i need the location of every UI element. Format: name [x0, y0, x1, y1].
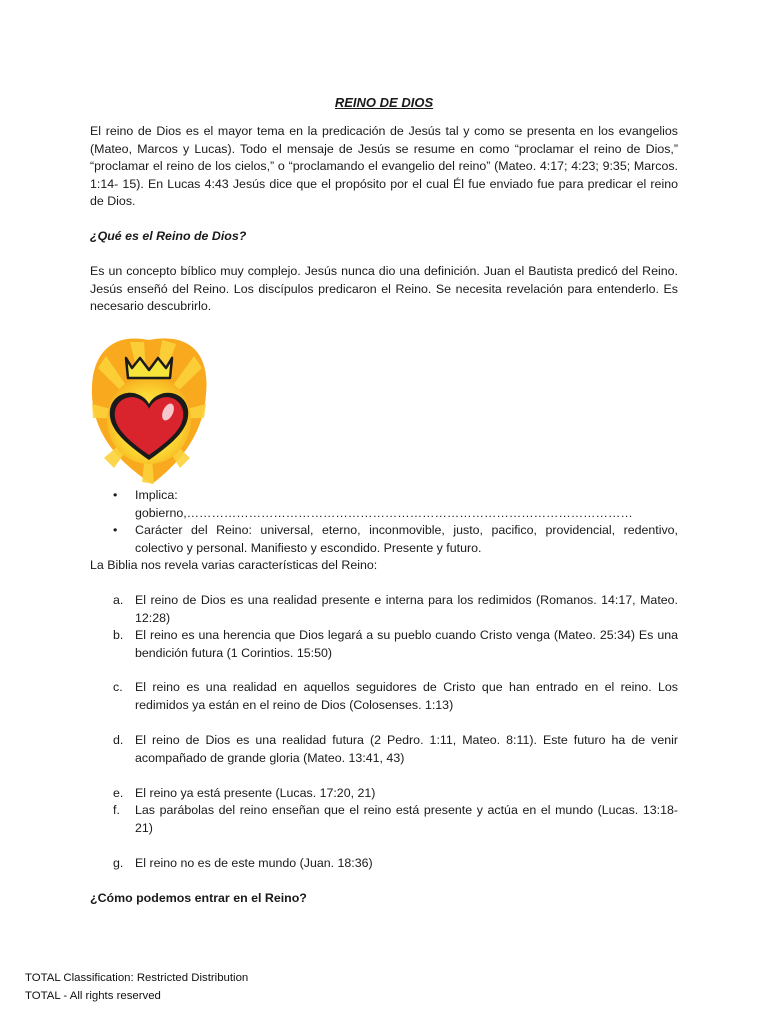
page-title: REINO DE DIOS: [334, 95, 434, 110]
list-item: • Carácter del Reino: universal, eterno, inconmovible, justo, pacifico, providencial, redentivo, colectivo y personal. Manifiesto y escondido. Presente y futuro.: [113, 523, 678, 555]
section-heading-como-entrar: ¿Cómo podemos entrar en el Reino?: [90, 891, 307, 905]
concept-paragraph: Es un concepto bíblico muy complejo. Jesús nunca dio una definición. Juan el Bautista predicó del Reino. Jesús enseñó del Reino. Los discípulos predicaron el Reino. Se necesita revelación para entenderlo. Es necesario descubrirlo.: [90, 264, 678, 313]
section-heading-que-es: ¿Qué es el Reino de Dios?: [90, 229, 247, 243]
footer-classification: TOTAL Classification: Restricted Distribution: [25, 972, 249, 984]
crowned-heart-icon: [90, 334, 208, 486]
footer-rights: TOTAL - All rights reserved: [25, 990, 161, 1002]
bullet-icon: •: [113, 488, 118, 502]
bullet-icon: •: [113, 523, 118, 537]
characteristics-intro: La Biblia nos revela varias características del Reino:: [90, 558, 378, 572]
list-item: • Implica: gobierno,………………………………………………………………………………………………: [113, 488, 633, 520]
intro-paragraph: El reino de Dios es el mayor tema en la predicación de Jesús tal y como se presenta en los evangelios (Mateo, Marcos y Lucas). Todo el mensaje de Jesús se resume en como “proclamar el reino de Dios,” “proclamar el reino de los cielos,” o “proclamando el evangelio del reino” (Mateo. 4:17; 4:23; 9:35; Marcos. 1:14- 15). En Lucas 4:43 Jesús dice que el propósito por el cual Él fue enviado fue para predicar el reino de Dios.: [90, 124, 678, 208]
reino-bullet-list: [90, 487, 678, 557]
